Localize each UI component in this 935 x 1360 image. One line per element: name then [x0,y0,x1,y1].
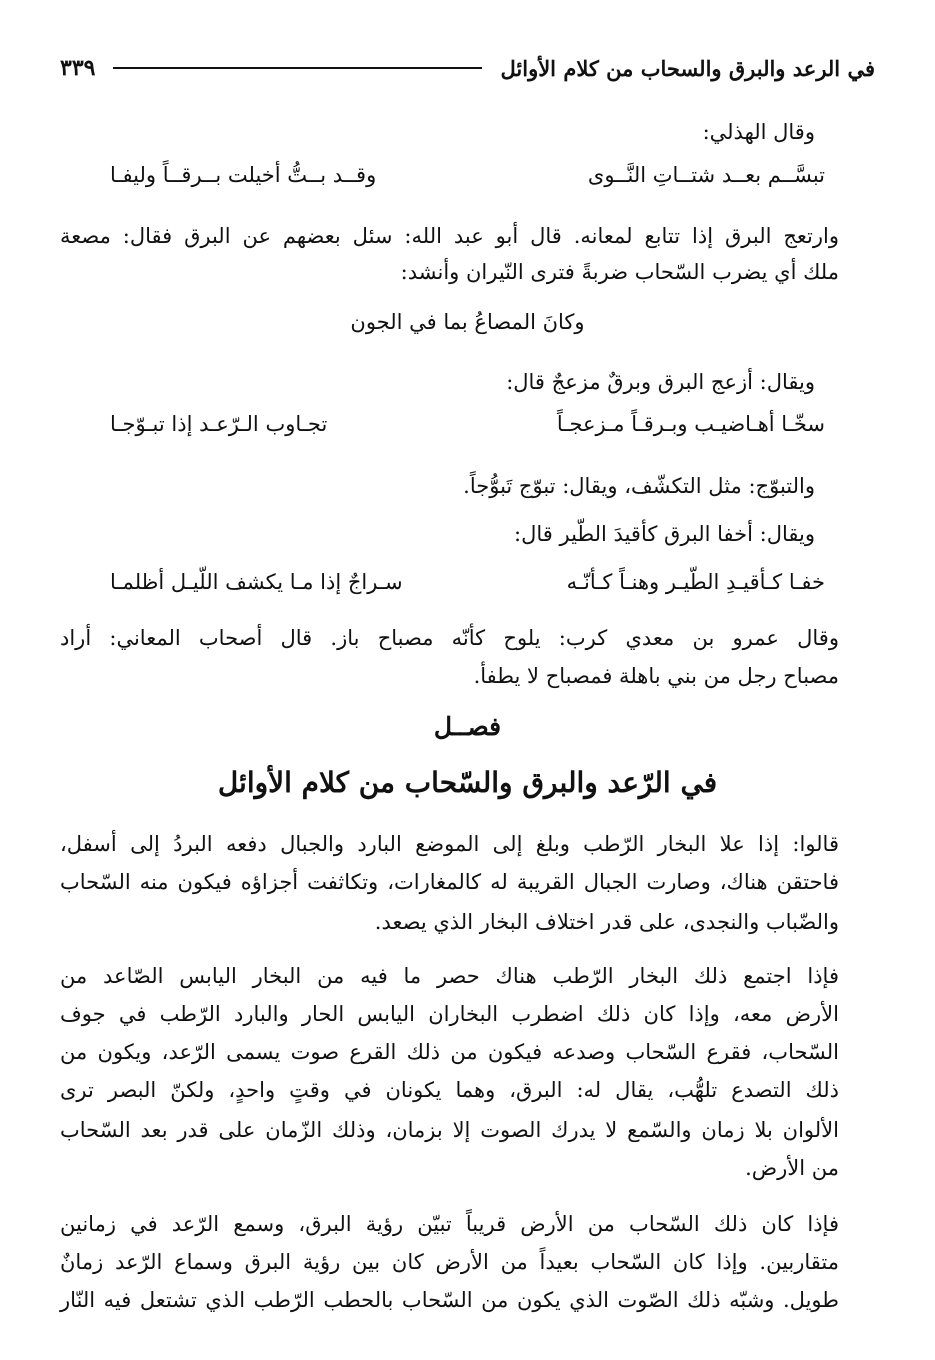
text-line: مصباح رجل من بني باهلة فمصباح لا يطفأ. [473,664,839,688]
verse-hemistich-second: سـراجٌ إذا مـا يكشف اللّيـل أظلمـا [110,570,403,594]
header-rule [113,67,482,69]
verse-line [110,570,825,606]
text-line: متقاربين. وإذا كان السّحاب بعيداً من الأرض كان بين رؤية البرق وسماع الرّعد زمانٌ [60,1250,839,1274]
text-line: فاحتقن هناك، وصارت الجبال القريبة له كالمغارات، وتكاثفت أجزاؤه فيكون منه السّحاب [60,870,839,894]
section-label: فصــل [433,712,502,741]
text-line: ويقال: أخفا البرق كأقيدَ الطّير قال: [514,522,815,546]
text-line: وقال الهذلي: [702,120,815,144]
running-header [60,48,875,88]
text-line: فإذا كان ذلك السّحاب من الأرض قريباً تبيّن رؤية البرق، وسمع الرّعد في زمانين [60,1212,839,1236]
text-line: الأرض معه، وإذا كان ذلك اضطرب البخاران اليابس الحار والبارد الرّطب في جوف [60,1002,839,1026]
text-line: قالوا: إذا علا البخار الرّطب وبلغ إلى الموضع البارد والجبال دفعه البردُ إلى أسفل، [60,832,839,856]
verse-hemistich-second: تجـاوب الـرّعـد إذا تبـوّجـا [110,412,328,436]
text-line: من الأرض. [745,1156,839,1180]
verse-hemistich-first: سخّـا أهـاضيـب وبـرقـاً مـزعجـاً [556,412,825,436]
text-line: والضّباب والنجدى، على قدر اختلاف البخار الذي يصعد. [374,910,839,934]
header-title: في الرعد والبرق والسحاب من كلام الأوائل [500,55,875,81]
text-line: ويقال: أزعج البرق وبرقٌ مزعجٌ قال: [506,370,815,394]
text-line: السّحاب، فقرع السّحاب وصدعه فيكون من ذلك القرع صوت يسمى الرّعد، ويكون من [60,1040,839,1064]
page-number: ٣٣٩ [60,55,96,81]
text-line: ملك أي يضرب السّحاب ضربةً فترى النّيران وأنشد: [400,260,839,284]
text-line: وارتعج البرق إذا تتابع لمعانه. قال أبو عبد الله: سئل بعضهم عن البرق فقال: مصعة [60,224,839,248]
verse-line [110,163,825,199]
text-line: ذلك التصدع تلهُّب، يقال له: البرق، وهما يكونان في وقتٍ واحدٍ، ولكنّ البصر ترى [60,1078,839,1102]
text-line: فإذا اجتمع ذلك البخار الرّطب هناك حصر ما فيه من البخار اليابس الصّاعد من [60,964,839,988]
section-title: في الرّعد والبرق والسّحاب من كلام الأوائل [217,766,718,799]
text-line: وقال عمرو بن معدي كرب: يلوح كأنّه مصباح باز. قال أصحاب المعاني: أراد [60,626,839,650]
text-line: والتبوّج: مثل التكشّف، ويقال: تبوّج تَبوُّجاً. [463,474,815,498]
verse-hemistich-second: وقــد بــتُّ أخيلت بــرقــاً وليفـا [110,163,377,187]
text-line: طويل. وشبّه ذلك الصّوت الذي يكون من السّحاب بالحطب الرّطب الذي تشتعل فيه النّار [60,1288,839,1312]
verse-hemistich-first: تبسَّــم بعــد شتــاتِ النَّــوى [587,163,825,187]
verse-hemistich-first: خفـا كـأقيـدِ الطّيـر وهنـاً كـأنّـه [566,570,825,594]
verse-line-centered: وكانَ المصاعُ بما في الجون [350,310,585,334]
text-line: الألوان بلا زمان والسّمع لا يدرك الصوت إلا بزمان، وذلك الزّمان على قدر بعد السّحاب [60,1118,839,1142]
verse-line [110,412,825,448]
